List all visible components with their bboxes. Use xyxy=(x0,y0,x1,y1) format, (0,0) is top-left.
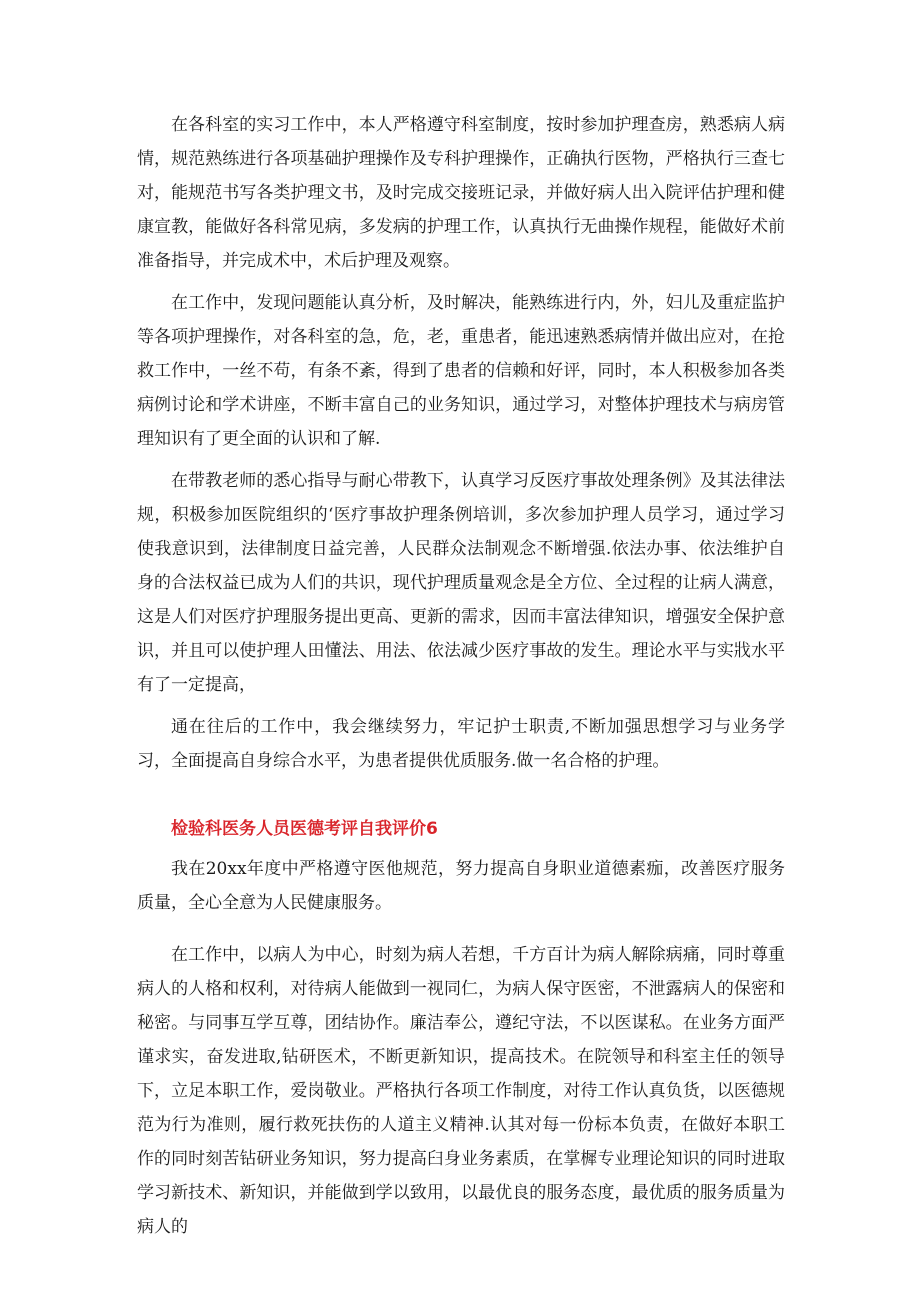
paragraph-internship-duties: 在各科室的实习工作中，本人严格遵守科室制度，按时参加护理查房，熟悉病人病情，规范熟练进行各项基础护理操作及专科护理操作，正确执行医物，严格执行三查七对，能规范书写各类护理文书，及时完成交接班记录，并做好病人出入院评估护理和健康宣教，能做好各科常见病，多发病的护理工作，认真执行无曲操作规程，能做好术前准备指导，并完成术中，术后护理及观察。 xyxy=(137,115,785,271)
paragraph-work-problem-solving: 在工作中，发现问题能认真分析，及时解决，能熟练进行内，外，妇儿及重症监护等各项护理操作，对各科室的急，危，老，重患者，能迅速熟悉病情并做出应对，在抢救工作中，一丝不苟，有条不紊，得到了患者的信赖和好评，同时，本人积极参加各类病例讨论和学术讲座，不断丰富自己的业务知识，通过学习，对整体护理技术与病房管理知识有了更全面的认识和了解. xyxy=(137,293,785,449)
section-heading-text: 检验科医务人员医德考评自我评价 xyxy=(171,819,426,839)
paragraph-future-commitment: 通在往后的工作中，我会继续努力，牢记护士职责,不断加强思想学习与业务学习，全面提高自身综合水平，为患者提供优质服务.做一名合格的护理。 xyxy=(137,717,785,771)
section-heading-number: 6 xyxy=(426,819,438,839)
paragraph-legal-study: 在带教老师的悉心指导与耐心带教下，认真学习反医疗事故处理条例》及其法律法规，积极参加医院组织的‘医疗事故护理条例培训，多次参加护理人员学习，通过学习使我意识到，法律制度日益完善，人民群众法制观念不断增强.依法办事、依法维护自身的合法权益已成为人们的共识，现代护理质量观念是全方位、全过程的让病人满意，这是人们对医疗护理服务提出更高、更新的需求，因而丰富法律知识，增强安全保护意识，并且可以使护理人田懂法、用法、依法减少医疗事故的发生。理论水平与实戕水平有了一定提高， xyxy=(137,471,785,695)
paragraph-patient-centered-work: 在工作中，以病人为中心，时刻为病人若想，千方百计为病人解除病痛，同时尊重病人的人格和权利，对待病人能做到一视同仁，为病人保守医密，不泄露病人的保密和秘密。与同事互学互尊，团结协作。廉洁奉公，遵纪守法，不以医谋私。在业务方面严谨求实，奋发进取,钻研医术，不断更新知识，提高技术。在院领导和科室主任的领导下，立足本职工作，爱岗敬业。严格执行各项工作制度，对待工作认真负货，以医德规范为行为准则，履行救死扶伤的人道主义精神.认其对每一份标本负责，在做好本职工作的同时刻苦钻研业务知识，努力提高臼身业务素质，在掌樨专业理论知识的同时进取学习新技术、新知识，并能做到学以致用，以最优良的服务态度，最优质的服务质量为病人的 xyxy=(137,945,785,1237)
paragraph-annual-conduct: 我在20xx年度中严格遵守医他规范，努力提高自身职业道德素痂，改善医疗服务质量，全心全意为人民健康服务。 xyxy=(137,859,785,913)
section-heading xyxy=(137,812,785,846)
